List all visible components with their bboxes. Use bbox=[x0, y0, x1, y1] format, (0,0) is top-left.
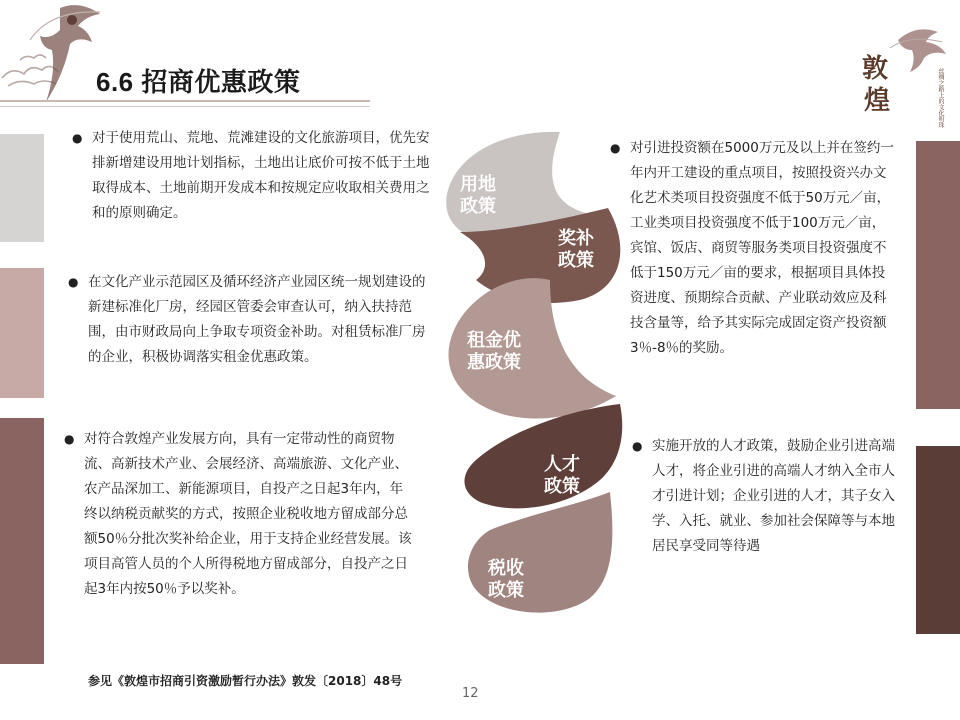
left-bar-pink bbox=[0, 268, 44, 398]
bullet-icon: ● bbox=[64, 432, 75, 446]
left-bar-grey bbox=[0, 134, 44, 242]
left-item-land bbox=[72, 126, 438, 226]
petal-label-rent: 租金优 惠政策 bbox=[467, 330, 521, 373]
bullet-icon: ● bbox=[632, 439, 643, 453]
left-item-text: 对符合敦煌产业发展方向，具有一定带动性的商贸物流、高新技术产业、会展经济、高端旅游、文化产业、农产品深加工、新能源项目，自投产之日起3年内，年终以纳税贡献奖的方式，按照企业税收地方留成部分总额50％分批次奖补给企业，用于支持企业经营发展。该项目高管人员的个人所得税地方留成部分，自投产之日起3年内按50％予以奖补。 bbox=[84, 431, 412, 597]
petal-label-tax: 税收 政策 bbox=[488, 558, 524, 601]
petal-label-subsidy: 奖补 政策 bbox=[558, 228, 594, 271]
right-item-text: 实施开放的人才政策，鼓励企业引进高端人才，将企业引进的高端人才纳入全市人才引进计划；企业引进的人才，其子女入学、入托、就业、参加社会保障等与本地居民享受同等待遇 bbox=[652, 438, 895, 554]
right-bar-brown bbox=[916, 141, 960, 409]
title-underline bbox=[0, 100, 370, 102]
page-number: 12 bbox=[462, 686, 479, 701]
right-item-subsidy bbox=[610, 136, 896, 361]
title-underline-thin bbox=[0, 106, 370, 107]
left-item-tax bbox=[64, 427, 412, 602]
bullet-icon: ● bbox=[72, 131, 83, 145]
left-item-rent bbox=[68, 270, 438, 370]
bullet-icon: ● bbox=[610, 141, 621, 155]
left-item-text: 在文化产业示范园区及循环经济产业园区统一规划建设的新建标准化厂房，经园区管委会审查认可，纳入扶持范围，由市财政局向上争取专项资金补助。对租赁标准厂房的企业，积极协调落实租金优惠政策。 bbox=[88, 274, 426, 365]
dunhuang-logo bbox=[860, 18, 956, 128]
page-title: 6.6 招商优惠政策 bbox=[96, 67, 301, 97]
petal-label-talent: 人才 政策 bbox=[544, 454, 580, 497]
right-bar-dark bbox=[916, 446, 960, 634]
logo-small-text: 丝绸之路上的文化明珠 bbox=[937, 68, 944, 128]
left-item-text: 对于使用荒山、荒地、荒滩建设的文化旅游项目，优先安排新增建设用地计划指标，土地出让底价可按不低于土地取得成本、土地前期开发成本和按规定应收取相关费用之和的原则确定。 bbox=[92, 130, 430, 221]
petal-label-land: 用地 政策 bbox=[460, 174, 496, 217]
logo-char-1: 敦 bbox=[862, 54, 889, 84]
right-item-text: 对引进投资额在5000万元及以上并在签约一年内开工建设的重点项目，按照投资兴办文化艺术类项目投资强度不低于50万元／亩，工业类项目投资强度不低于100万元／亩，宾馆、饭店、商贸等服务类项目投资强度不低于150万元／亩的要求，根据项目具体投资进度、预期综合贡献、产业联动效应及科技含量等，给予其实际完成固定资产投资额3％-8％的奖励。 bbox=[630, 140, 894, 356]
left-bar-brown bbox=[0, 418, 44, 664]
bullet-icon: ● bbox=[68, 275, 79, 289]
footnote: 参见《敦煌市招商引资激励暂行办法》敦发〔2018〕48号 bbox=[88, 674, 403, 688]
right-item-talent bbox=[632, 434, 898, 559]
logo-char-2: 煌 bbox=[864, 86, 891, 116]
